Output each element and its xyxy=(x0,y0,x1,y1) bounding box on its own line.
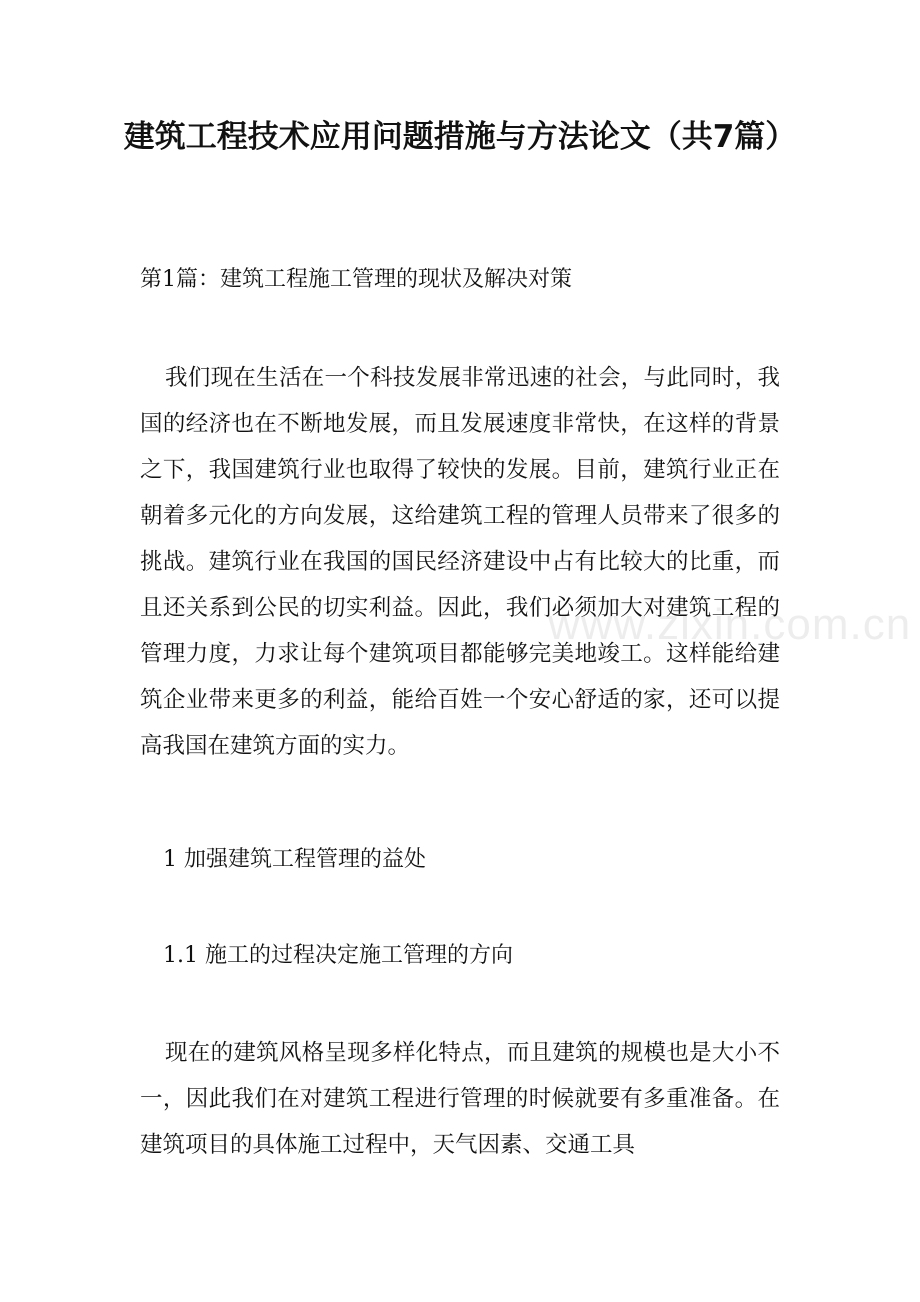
watermark: www.zixin.com.cn xyxy=(548,600,912,649)
subsection-heading: 1.1 施工的过程决定施工管理的方向 xyxy=(163,943,513,968)
section-heading: 1 加强建筑工程管理的益处 xyxy=(163,847,426,872)
body-paragraph-2: 现在的建筑风格呈现多样化特点，而且建筑的规模也是大小不一，因此我们在对建筑工程进行管理的时候就要有多重准备。在建筑项目的具体施工过程中，天气因素、交通工具 xyxy=(140,1040,780,1158)
document-title: 建筑工程技术应用问题措施与方法论文（共7篇） xyxy=(123,119,797,155)
chapter-heading: 第1篇：建筑工程施工管理的现状及解决对策 xyxy=(140,267,572,292)
body-paragraph: 我们现在生活在一个科技发展非常迅速的社会，与此同时，我国的经济也在不断地发展，而且发展速度非常快，在这样的背景之下，我国建筑行业也取得了较快的发展。目前，建筑行业正在朝着多元化的方向发展，这给建筑工程的管理人员带来了很多的挑战。建筑行业在我国的国民经济建设中占有比较大的比重，而且还关系到公民的切实利益。因此，我们必须加大对建筑工程的管理力度，力求让每个建筑项目都能够完美地竣工。这样能给建筑企业带来更多的利益，能给百姓一个安心舒适的家，还可以提高我国在建筑方面的实力。 xyxy=(140,365,780,759)
